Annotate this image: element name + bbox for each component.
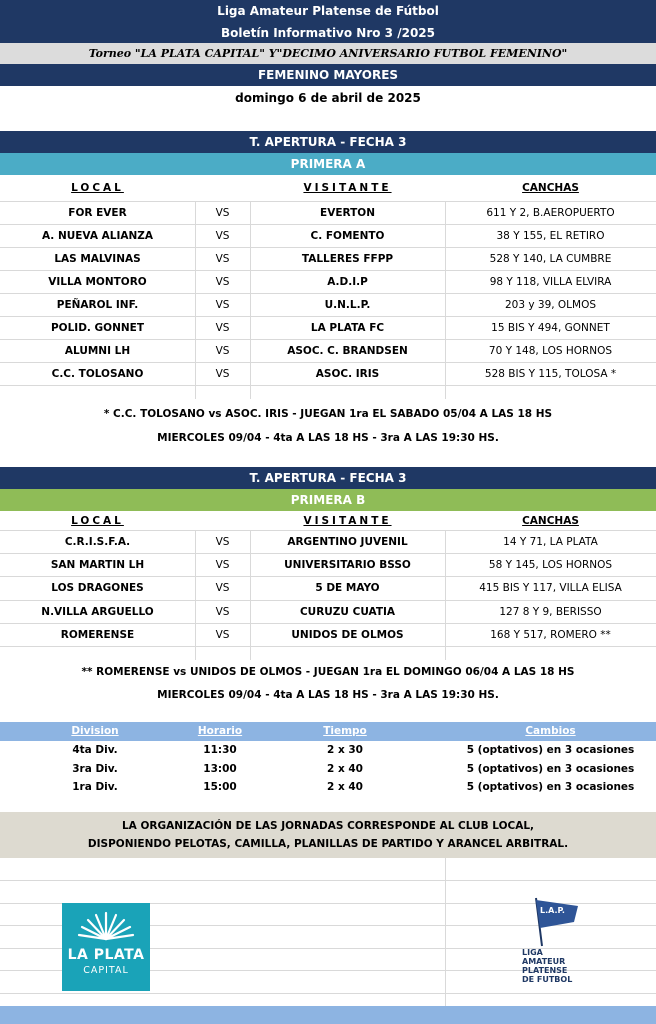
match-visitante-team: UNIVERSITARIO BSSO	[284, 559, 411, 572]
match-vs: VS	[215, 368, 230, 380]
match-cancha: 58 Y 145, LOS HORNOS	[488, 559, 613, 572]
match-vs: VS	[215, 536, 230, 548]
category-title: FEMENINO MAYORES	[0, 64, 656, 86]
lap-line-2: AMATEUR	[522, 957, 566, 966]
match-vs: VS	[215, 582, 230, 595]
la-plata-logo-line1: LA PLATA	[67, 947, 145, 963]
sun-icon	[76, 909, 136, 943]
la-plata-logo-line2: CAPITAL	[83, 965, 129, 976]
match-vs: VS	[215, 322, 230, 334]
match-visitante-team: ASOC. IRIS	[315, 368, 380, 380]
match-date: domingo 6 de abril de 2025	[235, 91, 421, 105]
canchas-header-b: CANCHAS	[522, 515, 579, 527]
schedule-cell: 13:00	[203, 762, 237, 775]
schedule-tiempo-header: Tiempo	[323, 725, 367, 737]
section-b-title: T. APERTURA - FECHA 3	[0, 467, 656, 489]
note-a-2: MIERCOLES 09/04 - 4ta A LAS 18 HS - 3ra A LAS 19:30 HS.	[157, 432, 499, 444]
schedule-cell: 5 (optativos) en 3 ocasiones	[466, 781, 635, 793]
match-visitante-team: TALLERES FFPP	[301, 253, 394, 265]
match-cancha: 70 Y 148, LOS HORNOS	[488, 345, 613, 357]
match-vs: VS	[215, 559, 230, 572]
match-local-team: LOS DRAGONES	[51, 582, 144, 595]
lap-badge: L.A.P.	[540, 906, 565, 915]
match-local-team: POLID. GONNET	[50, 322, 145, 334]
visitante-header-b: VISITANTE	[303, 515, 392, 527]
match-local-team: A. NUEVA ALIANZA	[41, 230, 154, 242]
match-local-team: C.R.I.S.F.A.	[64, 536, 131, 548]
match-vs: VS	[215, 345, 230, 357]
section-a-group: PRIMERA A	[0, 153, 656, 175]
canchas-header: CANCHAS	[522, 182, 579, 194]
match-vs: VS	[215, 628, 230, 641]
note-a-1: * C.C. TOLOSANO vs ASOC. IRIS - JUEGAN 1ra EL SABADO 05/04 A LAS 18 HS	[103, 408, 553, 420]
organization-line-2: DISPONIENDO PELOTAS, CAMILLA, PLANILLAS DE PARTIDO Y ARANCEL ARBITRAL.	[87, 838, 569, 850]
lap-line-3: PLATENSE	[522, 966, 568, 975]
note-b-2: MIERCOLES 09/04 - 4ta A LAS 18 HS - 3ra A LAS 19:30 HS.	[157, 689, 499, 701]
local-header-b: LOCAL	[71, 515, 124, 527]
schedule-cell: 3ra Div.	[72, 762, 118, 775]
organization-notice	[0, 812, 656, 858]
match-local-team: C.C. TOLOSANO	[51, 368, 144, 380]
match-local-team: VILLA MONTORO	[48, 276, 147, 288]
match-cancha: 415 BIS Y 117, VILLA ELISA	[479, 582, 622, 595]
match-vs: VS	[215, 605, 230, 618]
match-visitante-team: UNIDOS DE OLMOS	[291, 628, 404, 641]
tournament-title: Torneo "LA PLATA CAPITAL" Y"DECIMO ANIVERSARIO FUTBOL FEMENINO"	[0, 43, 656, 64]
section-a-title: T. APERTURA - FECHA 3	[0, 131, 656, 153]
match-cancha: 203 y 39, OLMOS	[504, 299, 597, 311]
match-vs: VS	[215, 276, 230, 288]
match-cancha: 127 8 Y 9, BERISSO	[499, 605, 602, 618]
lap-pennant-icon	[522, 896, 582, 948]
la-plata-capital-logo	[62, 903, 150, 991]
match-local-team: N.VILLA ARGUELLO	[41, 605, 154, 618]
local-header: LOCAL	[71, 182, 124, 194]
match-visitante-team: 5 DE MAYO	[315, 582, 380, 595]
lap-logo	[510, 896, 600, 992]
lap-line-4: DE FUTBOL	[522, 975, 573, 984]
schedule-division-header: Division	[71, 725, 119, 737]
schedule-cell: 11:30	[203, 744, 237, 756]
schedule-horario-header: Horario	[197, 725, 243, 737]
match-visitante-team: CURUZU CUATIA	[299, 605, 396, 618]
match-vs: VS	[215, 299, 230, 311]
league-title: Liga Amateur Platense de Fútbol	[0, 0, 656, 22]
note-b-1: ** ROMERENSE vs UNIDOS DE OLMOS - JUEGAN 1ra EL DOMINGO 06/04 A LAS 18 HS	[81, 666, 575, 678]
match-local-team: LAS MALVINAS	[54, 253, 141, 265]
schedule-cell: 2 x 40	[326, 762, 363, 775]
match-visitante-team: LA PLATA FC	[310, 322, 385, 334]
match-local-team: ALUMNI LH	[64, 345, 131, 357]
schedule-cell: 5 (optativos) en 3 ocasiones	[466, 762, 635, 775]
visitante-header: VISITANTE	[303, 182, 392, 194]
match-cancha: 15 BIS Y 494, GONNET	[491, 322, 610, 334]
lap-line-1: LIGA	[522, 948, 543, 957]
match-local-team: SAN MARTIN LH	[50, 559, 145, 572]
match-vs: VS	[215, 253, 230, 265]
match-local-team: PEÑAROL INF.	[56, 299, 139, 311]
match-cancha: 98 Y 118, VILLA ELVIRA	[489, 276, 612, 288]
match-cancha: 38 Y 155, EL RETIRO	[496, 230, 605, 242]
footer-bar	[0, 1006, 656, 1024]
schedule-cambios-header: Cambios	[525, 725, 576, 737]
match-cancha: 528 BIS Y 115, TOLOSA *	[484, 368, 617, 380]
match-visitante-team: EVERTON	[320, 207, 375, 219]
match-local-team: FOR EVER	[68, 207, 127, 219]
schedule-cell: 2 x 30	[326, 744, 363, 756]
schedule-cell: 15:00	[203, 781, 237, 793]
match-cancha: 168 Y 517, ROMERO **	[490, 628, 611, 641]
schedule-cell: 1ra Div.	[72, 781, 118, 793]
match-cancha: 14 Y 71, LA PLATA	[503, 536, 598, 548]
match-vs: VS	[215, 207, 230, 219]
match-visitante-team: ARGENTINO JUVENIL	[287, 536, 408, 548]
section-b-group: PRIMERA B	[0, 489, 656, 511]
match-visitante-team: A.D.I.P	[327, 276, 368, 288]
match-visitante-team: U.N.L.P.	[324, 299, 371, 311]
schedule-cell: 5 (optativos) en 3 ocasiones	[466, 744, 635, 756]
bulletin-title: Boletín Informativo Nro 3 /2025	[0, 22, 656, 43]
match-cancha: 528 Y 140, LA CUMBRE	[489, 253, 612, 265]
match-local-team: ROMERENSE	[60, 628, 135, 641]
match-visitante-team: ASOC. C. BRANDSEN	[287, 345, 408, 357]
organization-line-1: LA ORGANIZACIÓN DE LAS JORNADAS CORRESPONDE AL CLUB LOCAL,	[121, 820, 535, 832]
match-visitante-team: C. FOMENTO	[310, 230, 385, 242]
match-vs: VS	[215, 230, 230, 242]
match-cancha: 611 Y 2, B.AEROPUERTO	[486, 207, 615, 219]
schedule-cell: 2 x 40	[326, 781, 363, 793]
schedule-cell: 4ta Div.	[72, 744, 118, 756]
